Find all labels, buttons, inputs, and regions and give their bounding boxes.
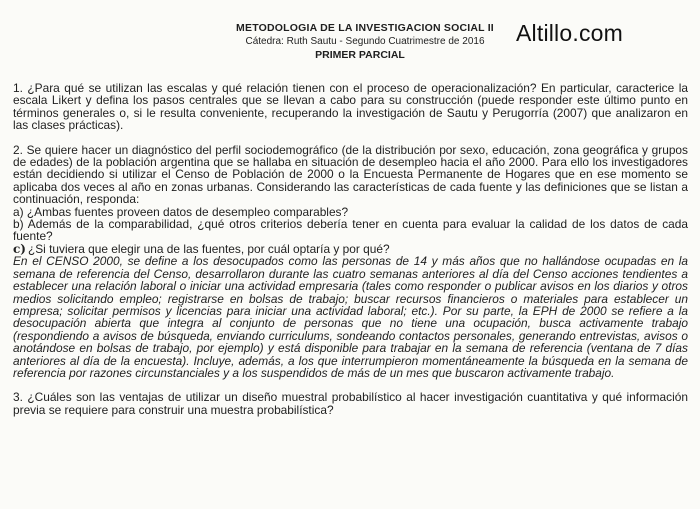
- course-subtitle: Cátedra: Ruth Sautu - Segundo Cuatrimestre de 2016: [245, 36, 485, 47]
- question-2-b: b) Además de la comparabilidad, ¿qué otros criterios debería tener en cuenta para evaluar la calidad de los datos de cada fuente?: [13, 217, 688, 244]
- question-2-c: ¿Si tuviera que elegir una de las fuentes, por cuál optaría y por qué?: [27, 241, 390, 256]
- handwritten-c-mark: c): [13, 241, 26, 256]
- question-1: 1. ¿Para qué se utilizan las escalas y qué relación tienen con el proceso de operacionalización? En particular, caracterice la escala Likert y defina los pasos centrales que se llevan a cabo para su construcción (puede responder este último punto en términos generales o, si le resulta conveniente, recuperando la investigación de Sautu y Perugorría (2007) que analizaron en las clases prácticas).: [13, 81, 688, 133]
- question-3: 3. ¿Cuáles son las ventajas de utilizar un diseño muestral probabilístico al hacer investigación cuantitativa y qué información previa se requiere para construir una muestra probabilística?: [13, 390, 688, 417]
- exam-title: PRIMER PARCIAL: [315, 49, 405, 61]
- exam-body: [13, 82, 688, 428]
- question-2-definitions: En el CENSO 2000, se define a los desocupados como las personas de 14 y más años que no hallándose ocupadas en la semana de referencia del Censo, desarrollaron durante las cuatro semanas anteriores al día del Censo acciones tendientes a establecer una relación laboral o iniciar una actividad empresaria (tales como responder o publicar avisos en los diarios y otros medios solicitando empleo; registrarse en bolsas de trabajo; buscar recursos financieros o materiales para establecer un empresa; solicitar permisos y licencias para iniciar una actividad laboral; etc.). Por su parte, la EPH de 2000 se refiere a la desocupación abierta que integra al conjunto de personas que no tiene una ocupación, busca activamente trabajo (respondiendo a avisos de búsqueda, enviando curriculums, sondeando contactos personales, generando entrevistas, avisos o anotándose en bolsas de trabajo, por ejemplo) y está disponible para trabajar en la semana de referencia (ventana de 7 días anteriores al día de la encuesta). Incluye, además, a los que interrumpieron momentáneamente la búsqueda en la semana de referencia por razones circunstanciales y a los suspendidos de más de un mes que buscaron activamente trabajo.: [13, 254, 688, 380]
- course-title: METODOLOGIA DE LA INVESTIGACION SOCIAL II: [236, 22, 494, 34]
- question-2-a: a) ¿Ambas fuentes proveen datos de desempleo comparables?: [13, 204, 349, 219]
- watermark-brand: Altillo.com: [516, 20, 624, 46]
- question-2-intro: 2. Se quiere hacer un diagnóstico del perfil sociodemográfico (de la distribución por sexo, educación, zona geográfica y grupos de edades) de la población argentina que se hallaba en situación de desempleo hacia el año 2000. Para ello los investigadores están decidiendo si utilizar el Censo de Población de 2000 o la Encuesta Permanente de Hogares que en ese momento se aplicaba dos veces al año en zonas urbanas. Considerando las características de cada fuente y las definiciones que se listan a continuación, responda:: [13, 142, 688, 207]
